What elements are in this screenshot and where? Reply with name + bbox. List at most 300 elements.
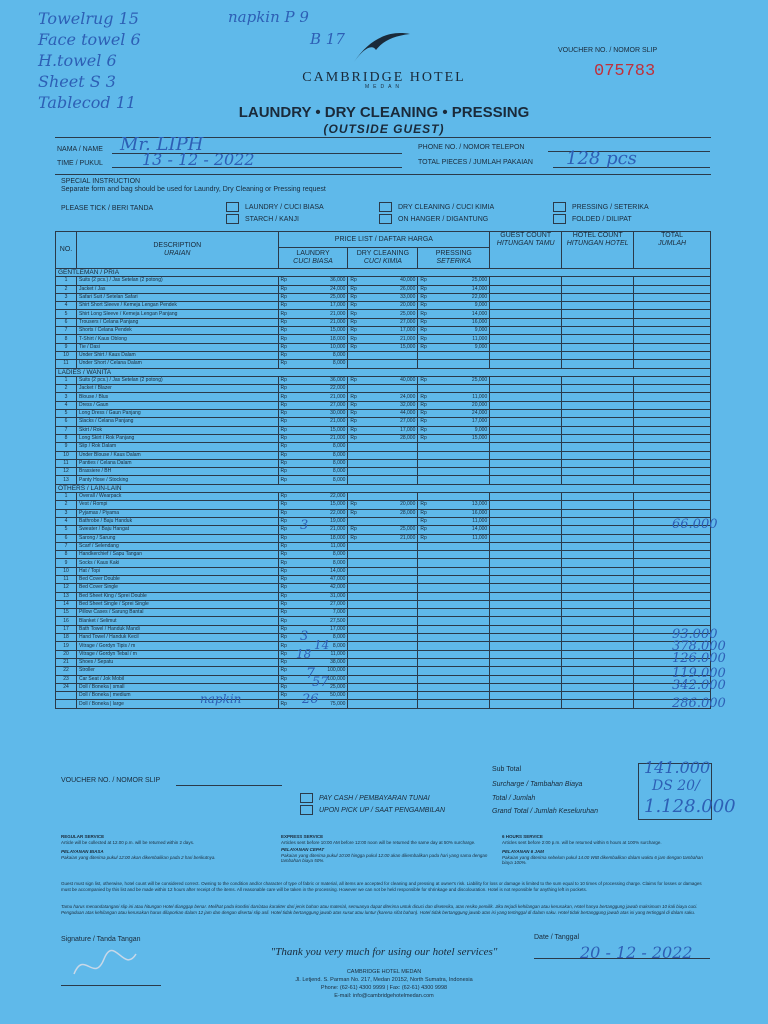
option-dry-cleaning[interactable] <box>379 202 494 212</box>
guest-count-cell[interactable] <box>490 683 562 691</box>
price-value: 15,000 <box>330 426 346 433</box>
guest-count-cell[interactable] <box>490 327 562 335</box>
guest-count-cell[interactable] <box>490 393 562 401</box>
table-row <box>56 293 711 301</box>
checkbox[interactable] <box>300 793 313 803</box>
guest-count-cell[interactable] <box>490 343 562 351</box>
checkbox[interactable] <box>379 202 392 212</box>
laundry-price <box>278 551 348 559</box>
hotel-count-cell[interactable] <box>562 559 634 567</box>
time-value[interactable]: 13 - 12 - 2022 <box>142 150 255 169</box>
guest-count-cell[interactable] <box>490 451 562 459</box>
currency-label: Rp <box>280 700 287 707</box>
hw-note[interactable]: napkin <box>200 692 242 706</box>
hotel-count-cell[interactable] <box>562 567 634 575</box>
price-value: 21,000 <box>330 310 346 317</box>
currency-label: Rp <box>350 277 357 284</box>
hotel-count-cell[interactable] <box>562 418 634 426</box>
price-value: 15,000 <box>471 435 488 442</box>
table-row <box>56 443 711 451</box>
price-value: 8,000 <box>332 443 346 450</box>
total-cell[interactable] <box>634 551 711 559</box>
hotel-count-cell[interactable] <box>562 575 634 583</box>
item-desc: Bed Cover Double <box>76 575 278 583</box>
hotel-count-cell[interactable] <box>562 459 634 467</box>
laundry-price <box>278 650 348 658</box>
option-on-hanger[interactable] <box>379 214 488 224</box>
total-cell[interactable] <box>634 468 711 476</box>
item-desc: Hand Towel / Handuk Kecil <box>76 634 278 642</box>
table-row <box>56 609 711 617</box>
hotel-count-cell[interactable] <box>562 584 634 592</box>
hotel-count-cell[interactable] <box>562 551 634 559</box>
guest-count-cell[interactable] <box>490 459 562 467</box>
total-cell[interactable] <box>634 360 711 368</box>
pressing-price <box>418 609 490 617</box>
voucher-label: VOUCHER NO. / NOMOR SLIP <box>558 47 658 54</box>
total-cell[interactable] <box>634 410 711 418</box>
date-value[interactable]: 20 - 12 - 2022 <box>580 943 693 962</box>
hotel-count-cell[interactable] <box>562 393 634 401</box>
hotel-count-cell[interactable] <box>562 410 634 418</box>
hotel-count-cell[interactable] <box>562 434 634 442</box>
price-value: 20,000 <box>400 302 416 309</box>
hotel-count-cell[interactable] <box>562 692 634 700</box>
table-row <box>56 468 711 476</box>
total-cell[interactable] <box>634 385 711 393</box>
guest-count-cell[interactable] <box>490 634 562 642</box>
option-starch[interactable] <box>226 214 299 224</box>
item-no: 11 <box>56 459 77 467</box>
price-value: 9,000 <box>474 327 488 334</box>
price-value: 27,000 <box>400 418 416 425</box>
price-value: 17,000 <box>400 327 416 334</box>
dry-price <box>348 493 418 501</box>
total-cell[interactable] <box>634 592 711 600</box>
hotel-count-cell[interactable] <box>562 534 634 542</box>
pressing-price <box>418 559 490 567</box>
laundry-price <box>278 285 348 293</box>
checkbox[interactable] <box>300 805 313 815</box>
hw-total[interactable]: 342.000 <box>672 678 726 693</box>
hotel-count-cell[interactable] <box>562 501 634 509</box>
guest-count-cell[interactable] <box>490 675 562 683</box>
price-value: 22,000 <box>471 294 488 301</box>
hw-qty[interactable]: 18 <box>296 647 312 661</box>
pressing-price <box>418 683 490 691</box>
surcharge-value[interactable]: DS 20/ <box>652 778 700 794</box>
table-row <box>56 542 711 550</box>
hotel-count-cell[interactable] <box>562 318 634 326</box>
pressing-price <box>418 410 490 418</box>
item-desc: Panties / Celana Dalam <box>76 459 278 467</box>
guest-count-cell[interactable] <box>490 426 562 434</box>
total-cell[interactable] <box>634 426 711 434</box>
hotel-count-cell[interactable] <box>562 493 634 501</box>
option-folded[interactable] <box>553 214 632 224</box>
hw-qty[interactable]: 7 <box>306 666 315 682</box>
hotel-count-cell[interactable] <box>562 343 634 351</box>
guest-count-cell[interactable] <box>490 584 562 592</box>
checkbox[interactable] <box>226 202 239 212</box>
total-cell[interactable] <box>634 559 711 567</box>
price-value: 25,000 <box>330 294 346 301</box>
laundry-price <box>278 567 348 575</box>
hotel-count-cell[interactable] <box>562 285 634 293</box>
guest-count-cell[interactable] <box>490 650 562 658</box>
currency-label: Rp <box>280 617 287 624</box>
item-desc: Vest / Rompi <box>76 501 278 509</box>
hotel-count-cell[interactable] <box>562 401 634 409</box>
hw-total[interactable]: 93.000 <box>672 627 718 642</box>
pressing-price <box>418 700 490 708</box>
table-row <box>56 658 711 666</box>
price-value: 27,000 <box>400 318 416 325</box>
name-value[interactable]: Mr. LIPH <box>120 134 204 155</box>
price-value: 8,000 <box>332 551 346 558</box>
guest-count-cell[interactable] <box>490 318 562 326</box>
currency-label: Rp <box>420 410 427 417</box>
total-cell[interactable] <box>634 609 711 617</box>
total-cell[interactable] <box>634 343 711 351</box>
guest-count-cell[interactable] <box>490 501 562 509</box>
dry-price <box>348 327 418 335</box>
total-cell[interactable] <box>634 534 711 542</box>
hotel-count-cell[interactable] <box>562 675 634 683</box>
hotel-count-cell[interactable] <box>562 327 634 335</box>
option-pressing[interactable] <box>553 202 649 212</box>
currency-label: Rp <box>350 435 357 442</box>
total-cell[interactable] <box>634 318 711 326</box>
laundry-price <box>278 393 348 401</box>
hotel-count-cell[interactable] <box>562 360 634 368</box>
guest-count-cell[interactable] <box>490 559 562 567</box>
hotel-count-cell[interactable] <box>562 625 634 633</box>
item-no: 4 <box>56 517 77 525</box>
total-cell[interactable] <box>634 451 711 459</box>
currency-label: Rp <box>420 294 427 301</box>
item-no: 2 <box>56 285 77 293</box>
hw-total[interactable]: 126.000 <box>672 651 726 666</box>
table-row <box>56 451 711 459</box>
table-row <box>56 517 711 525</box>
currency-label: Rp <box>420 318 427 325</box>
guest-count-cell[interactable] <box>490 434 562 442</box>
item-desc: Hat / Topi <box>76 567 278 575</box>
guest-count-cell[interactable] <box>490 542 562 550</box>
section-title: LADIES / WANITA <box>56 368 711 376</box>
price-value: 25,000 <box>400 526 416 533</box>
total-cell[interactable] <box>634 542 711 550</box>
total-cell[interactable] <box>634 327 711 335</box>
guest-count-cell[interactable] <box>490 692 562 700</box>
currency-label: Rp <box>280 592 287 599</box>
checkbox[interactable] <box>553 214 566 224</box>
form-subtitle: (OUTSIDE GUEST) <box>323 122 445 136</box>
guest-count-cell[interactable] <box>490 625 562 633</box>
hotel-count-cell[interactable] <box>562 476 634 484</box>
option-label: PAY CASH / PEMBAYARAN TUNAI <box>319 794 430 802</box>
hotel-count-cell[interactable] <box>562 700 634 708</box>
price-value: 11,000 <box>472 393 488 400</box>
table-row <box>56 675 711 683</box>
currency-label: Rp <box>420 377 427 383</box>
laundry-price <box>278 468 348 476</box>
pressing-price <box>418 335 490 343</box>
dry-price <box>348 468 418 476</box>
currency-label: Rp <box>350 327 357 334</box>
guest-count-cell[interactable] <box>490 277 562 285</box>
guest-count-cell[interactable] <box>490 360 562 368</box>
hotel-count-cell[interactable] <box>562 642 634 650</box>
pressing-price <box>418 650 490 658</box>
table-row <box>56 700 711 708</box>
table-row <box>56 285 711 293</box>
item-no: 3 <box>56 293 77 301</box>
price-value: 50,000 <box>330 692 346 699</box>
guest-count-cell[interactable] <box>490 534 562 542</box>
hotel-count-cell[interactable] <box>562 509 634 517</box>
price-value: 30,000 <box>330 410 346 417</box>
guest-count-cell[interactable] <box>490 700 562 708</box>
guest-count-cell[interactable] <box>490 658 562 666</box>
total-cell[interactable] <box>634 476 711 484</box>
price-value: 21,000 <box>330 318 346 325</box>
price-value: 25,000 <box>330 683 346 690</box>
item-no: 2 <box>56 385 77 393</box>
hw-qty[interactable]: 57 <box>312 675 329 690</box>
col-total: TOTAL JUMLAH <box>634 232 711 269</box>
hotel-count-cell[interactable] <box>562 468 634 476</box>
total-cell[interactable] <box>634 393 711 401</box>
hotel-count-cell[interactable] <box>562 658 634 666</box>
dry-price <box>348 451 418 459</box>
guest-count-cell[interactable] <box>490 526 562 534</box>
dry-price <box>348 385 418 393</box>
guest-count-cell[interactable] <box>490 351 562 359</box>
item-no: 8 <box>56 335 77 343</box>
total-cell[interactable] <box>634 310 711 318</box>
price-value: 9,000 <box>474 302 488 309</box>
guest-count-cell[interactable] <box>490 376 562 384</box>
guest-count-cell[interactable] <box>490 401 562 409</box>
currency-label: Rp <box>280 352 287 359</box>
guest-count-cell[interactable] <box>490 335 562 343</box>
hotel-count-cell[interactable] <box>562 683 634 691</box>
hotel-count-cell[interactable] <box>562 426 634 434</box>
laundry-price <box>278 509 348 517</box>
total-cell[interactable] <box>634 434 711 442</box>
hotel-count-cell[interactable] <box>562 650 634 658</box>
guest-count-cell[interactable] <box>490 443 562 451</box>
table-row <box>56 567 711 575</box>
total-cell[interactable] <box>634 376 711 384</box>
price-value: 11,000 <box>472 518 488 525</box>
hw-total[interactable]: 286.000 <box>672 696 726 711</box>
laundry-price <box>278 526 348 534</box>
total-cell[interactable] <box>634 293 711 301</box>
dry-price <box>348 534 418 542</box>
hw-qty[interactable]: 3 <box>300 629 309 644</box>
hotel-count-cell[interactable] <box>562 335 634 343</box>
guest-count-cell[interactable] <box>490 293 562 301</box>
guest-count-cell[interactable] <box>490 642 562 650</box>
guest-count-cell[interactable] <box>490 285 562 293</box>
currency-label: Rp <box>350 302 357 309</box>
grand-total-value[interactable]: 1.128.000 <box>644 796 736 817</box>
hotel-count-cell[interactable] <box>562 592 634 600</box>
hotel-count-cell[interactable] <box>562 600 634 608</box>
guest-count-cell[interactable] <box>490 385 562 393</box>
item-desc: Jacket / Jas <box>76 285 278 293</box>
currency-label: Rp <box>420 310 427 317</box>
currency-label: Rp <box>350 343 357 350</box>
guest-count-cell[interactable] <box>490 509 562 517</box>
sub-total-value[interactable]: 141.000 <box>644 758 711 777</box>
hw-total[interactable]: 66.000 <box>672 517 718 532</box>
guest-count-cell[interactable] <box>490 592 562 600</box>
hotel-count-cell[interactable] <box>562 310 634 318</box>
guest-count-cell[interactable] <box>490 609 562 617</box>
total-cell[interactable] <box>634 443 711 451</box>
currency-label: Rp <box>420 509 427 516</box>
hotel-count-cell[interactable] <box>562 542 634 550</box>
table-row <box>56 526 711 534</box>
hw-total[interactable]: 378.000 <box>672 639 726 654</box>
item-no: 8 <box>56 434 77 442</box>
hotel-count-cell[interactable] <box>562 351 634 359</box>
pressing-price <box>418 584 490 592</box>
dry-price <box>348 277 418 285</box>
hw-qty[interactable]: 14 <box>314 638 330 652</box>
total-cell[interactable] <box>634 575 711 583</box>
guest-count-cell[interactable] <box>490 468 562 476</box>
dry-price <box>348 675 418 683</box>
dry-price <box>348 642 418 650</box>
hotel-count-cell[interactable] <box>562 617 634 625</box>
option-label: ON HANGER / DIGANTUNG <box>398 215 489 223</box>
laundry-price <box>278 559 348 567</box>
upon-pickup-option[interactable] <box>300 805 445 815</box>
currency-label: Rp <box>420 401 427 408</box>
laundry-price <box>278 335 348 343</box>
hw-qty[interactable]: 3 <box>300 518 309 533</box>
total-cell[interactable] <box>634 493 711 501</box>
total-cell[interactable] <box>634 277 711 285</box>
total-pieces-value[interactable]: 128 pcs <box>566 148 637 169</box>
total-cell[interactable] <box>634 401 711 409</box>
guest-count-cell[interactable] <box>490 567 562 575</box>
hw-total[interactable]: 119.000 <box>672 666 726 681</box>
price-value: 25,000 <box>471 277 488 284</box>
checkbox[interactable] <box>553 202 566 212</box>
hotel-count-cell[interactable] <box>562 517 634 525</box>
currency-label: Rp <box>280 285 287 292</box>
section-row <box>56 368 711 376</box>
guest-count-cell[interactable] <box>490 310 562 318</box>
guest-count-cell[interactable] <box>490 551 562 559</box>
guest-count-cell[interactable] <box>490 517 562 525</box>
total-cell[interactable] <box>634 285 711 293</box>
checkbox[interactable] <box>226 214 239 224</box>
item-no: 7 <box>56 542 77 550</box>
item-desc: Bathrobe / Baju Handuk <box>76 517 278 525</box>
item-desc: Blouse / Blus <box>76 393 278 401</box>
guest-count-cell[interactable] <box>490 476 562 484</box>
hotel-count-cell[interactable] <box>562 376 634 384</box>
hotel-count-cell[interactable] <box>562 526 634 534</box>
dry-price <box>348 567 418 575</box>
pressing-price <box>418 667 490 675</box>
currency-label: Rp <box>420 534 427 541</box>
hotel-count-cell[interactable] <box>562 667 634 675</box>
total-cell[interactable] <box>634 418 711 426</box>
item-desc: Trousers / Celana Panjang <box>76 318 278 326</box>
guest-count-cell[interactable] <box>490 600 562 608</box>
total-cell[interactable] <box>634 600 711 608</box>
option-label: FOLDED / DILIPAT <box>572 215 632 223</box>
currency-label: Rp <box>280 443 287 450</box>
hotel-count-cell[interactable] <box>562 634 634 642</box>
pay-cash-option[interactable] <box>300 793 430 803</box>
total-cell[interactable] <box>634 501 711 509</box>
hotel-count-cell[interactable] <box>562 609 634 617</box>
total-cell[interactable] <box>634 567 711 575</box>
currency-label: Rp <box>280 567 287 574</box>
guest-count-cell[interactable] <box>490 667 562 675</box>
hotel-count-cell[interactable] <box>562 277 634 285</box>
hotel-count-cell[interactable] <box>562 302 634 310</box>
hotel-count-cell[interactable] <box>562 385 634 393</box>
guest-count-cell[interactable] <box>490 617 562 625</box>
price-value: 19,000 <box>330 518 346 525</box>
thanks-text: "Thank you very much for using our hotel services" <box>270 946 498 958</box>
hw-qty[interactable]: 26 <box>302 692 319 707</box>
total-cell[interactable] <box>634 617 711 625</box>
guest-count-cell[interactable] <box>490 418 562 426</box>
currency-label: Rp <box>280 576 287 583</box>
item-no: 10 <box>56 351 77 359</box>
currency-label: Rp <box>350 410 357 417</box>
hotel-count-cell[interactable] <box>562 451 634 459</box>
price-value: 42,000 <box>330 584 346 591</box>
total-cell[interactable] <box>634 584 711 592</box>
price-value: 11,000 <box>472 534 488 541</box>
guest-count-cell[interactable] <box>490 410 562 418</box>
checkbox[interactable] <box>379 214 392 224</box>
hotel-count-cell[interactable] <box>562 293 634 301</box>
total-cell[interactable] <box>634 302 711 310</box>
total-cell[interactable] <box>634 335 711 343</box>
guest-count-cell[interactable] <box>490 493 562 501</box>
item-no: 6 <box>56 418 77 426</box>
guest-count-cell[interactable] <box>490 575 562 583</box>
guest-count-cell[interactable] <box>490 302 562 310</box>
hotel-count-cell[interactable] <box>562 443 634 451</box>
table-row <box>56 600 711 608</box>
section-title: GENTLEMAN / PRIA <box>56 269 711 277</box>
option-laundry[interactable] <box>226 202 324 212</box>
total-cell[interactable] <box>634 351 711 359</box>
dry-price <box>348 434 418 442</box>
pressing-price <box>418 393 490 401</box>
total-cell[interactable] <box>634 459 711 467</box>
price-table <box>55 231 711 709</box>
table-row <box>56 351 711 359</box>
price-value: 36,000 <box>330 377 346 383</box>
table-row <box>56 650 711 658</box>
note-line: Sheet S 3 <box>38 72 116 91</box>
